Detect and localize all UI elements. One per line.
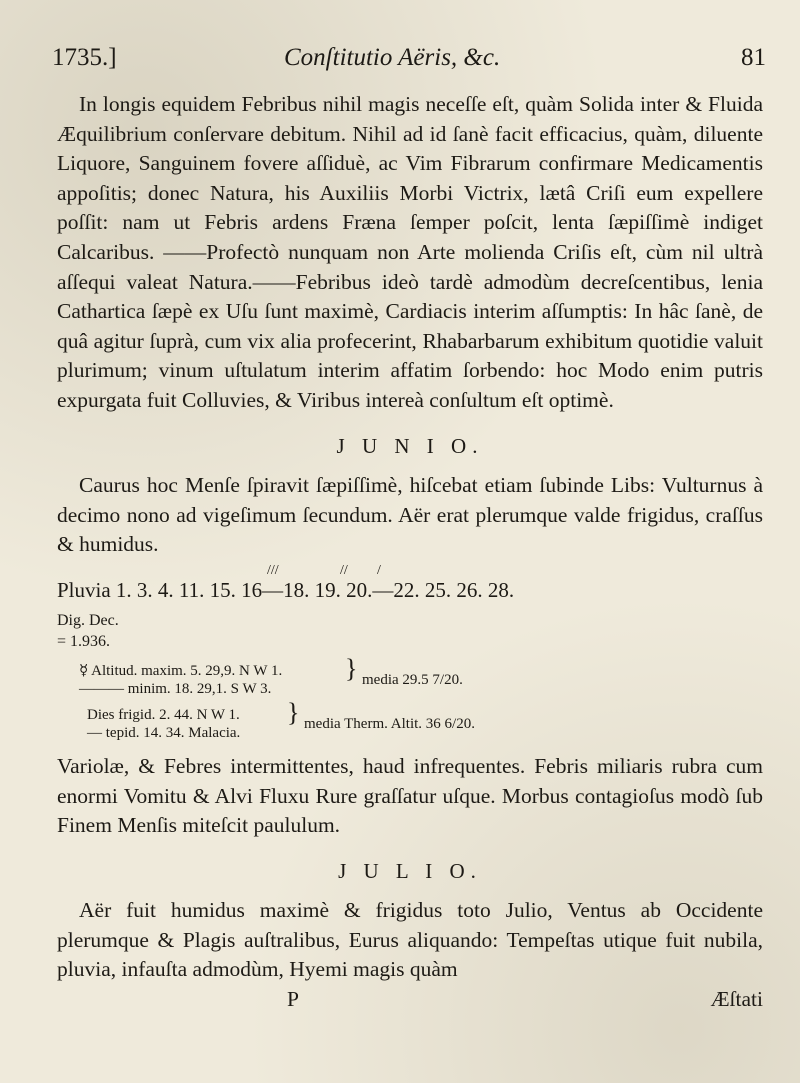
brace-icon: } [345, 653, 358, 683]
paragraph-febribus: In longis equidem Febribus nihil magis neceſſe eſt, quàm Solida inter & Fluida Æquilibrium conſervare debitum. Nihil ad id ſanè facit efficacius, quàm, diluente Liquore, Sanguinem fovere aſſiduè, ac Vim Fibrarum confirmare Medicamentis appoſitis; donec Natura, his Auxiliis Morbi Victrix, lætâ Criſi eum expellere poſſit: nam ut Febris ardens Fræna ſemper poſcit, lenta ſæpiſſimè indiget Calcaribus. ——Profectò nunquam non Arte molienda Criſis eſt, cùm nil ultrà aſſequi valeat Natura.——Febribus ideò tardè admodùm decreſcentibus, lenia Cathartica ſæpè ex Uſu ſunt maximè, Cardiacis interim aſſumptis: In hâc ſanè, de quâ agitur ſuprà, cum vix alia profecerint, Rhabarbarum exhibitum quotidie valuit plurimum; vinum uſtulatum interim affatim ſorbendo: hoc Modo enim putris expurgata fuit Colluvies, & Viribus intereà conſultum eſt optimè. [57, 92, 763, 412]
running-title: Conſtitutio Aëris, &c. [284, 44, 501, 71]
barometer-mean: media 29.5 7/20. [362, 671, 463, 688]
barometer-thermometer-block [57, 653, 763, 752]
paragraph-junio-diseases: Variolæ, & Febres intermittentes, haud infrequentes. Febris miliaris rubra cum enormi Vomitu & Alvi Fluxu Rure graſſatur uſque. Morbus contagioſus modò ſub Finem Menſis miteſcit paululum. [57, 753, 763, 838]
thermometer-mean: media Therm. Altit. 36 6/20. [304, 715, 475, 732]
barometer-max: ☿ Altitud. maxim. 5. 29,9. N W 1. [79, 662, 283, 679]
rain-digits-value: = 1.936. [57, 632, 111, 650]
rain-days-row [57, 562, 763, 610]
brace-icon: } [287, 697, 300, 727]
month-heading-julio: J U L I O. [338, 858, 482, 883]
paragraph-junio-weather: Caurus hoc Menſe ſpiravit ſæpiſſimè, hiſcebat etiam ſubinde Libs: Vulturnus à decimo nono ad vigeſimum ſecundum. Aër erat plerumque valde frigidus, craſſus & humidus. [57, 473, 763, 557]
catchword-line [57, 985, 763, 1015]
rain-table [57, 562, 763, 652]
page-body [57, 90, 763, 1015]
paragraph-julio-weather: Aër fuit humidus maximè & frigidus toto Julio, Ventus ab Occidente plerumque & Plagis auſtralibus, Eurus aliquando: Tempeſtas utique fuit nubila, pluvia, infauſta admodùm, Hyemi magis quàm [57, 898, 763, 982]
signature-mark: P [287, 987, 299, 1012]
rain-mark: /// [267, 562, 279, 578]
thermometer-warm: — tepid. 14. 34. Malacia. [87, 724, 241, 741]
barometer-min: ——— minim. 18. 29,1. S W 3. [79, 680, 272, 697]
rain-days: Pluvia 1. 3. 4. 11. 15. 16—18. 19. 20.—22. 25. 26. 28. [57, 577, 515, 602]
rain-mark: / [377, 562, 381, 578]
page-number: 81 [741, 44, 766, 71]
rain-digits-label: Dig. Dec. [57, 611, 119, 629]
year-marker: 1735.] [52, 44, 117, 71]
thermometer-cold: Dies frigid. 2. 44. N W 1. [87, 706, 240, 723]
catchword: Æſtati [710, 987, 763, 1012]
rain-mark: // [340, 562, 348, 578]
month-heading-junio: J U N I O. [336, 433, 484, 458]
page-header [52, 40, 766, 80]
